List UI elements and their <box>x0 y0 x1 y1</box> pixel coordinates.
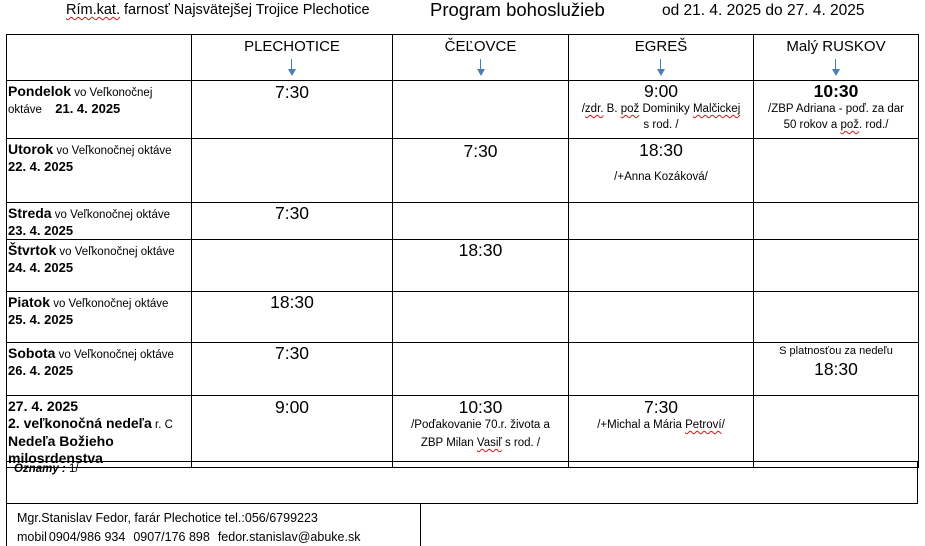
egres-cell <box>569 203 754 240</box>
mobile-number-2: 0907/176 898 <box>133 530 210 544</box>
celovce-cell <box>393 343 569 396</box>
column-header-plechotice: PLECHOTICE <box>192 35 393 81</box>
intention-note: /zdr. B. pož Dominiky Malčickej <box>581 103 741 115</box>
egres-cell: 18:30 /+Anna Kozáková/ <box>569 139 754 203</box>
date-range: od 21. 4. 2025 do 27. 4. 2025 <box>662 2 865 19</box>
day-cell: Utorok vo Veľkonočnej oktáve 22. 4. 2025 <box>7 139 192 203</box>
celovce-cell: 10:30 /Poďakovanie 70.r. života a ZBP Milan Vasiľ s rod. / <box>393 396 569 468</box>
egres-cell: 7:30 /+Michal a Mária Petroví/ <box>569 396 754 468</box>
parish-name: Rím.kat. farnosť Najsvätejšej Trojice Plechotice <box>66 2 370 18</box>
ruskov-cell <box>754 139 919 203</box>
column-header-ruskov: Malý RUSKOV <box>754 35 919 81</box>
table-row <box>7 292 919 343</box>
contact-box <box>6 503 421 546</box>
day-cell: Štvrtok vo Veľkonočnej oktáve 24. 4. 2025 <box>7 240 192 292</box>
egres-cell <box>569 240 754 292</box>
plechotice-cell: 18:30 <box>192 292 393 343</box>
down-arrow-icon <box>288 59 296 76</box>
plechotice-cell: 7:30 <box>192 343 393 396</box>
table-row <box>7 203 919 240</box>
celovce-cell <box>393 292 569 343</box>
ruskov-cell: 10:30 /ZBP Adriana - poď. za dar 50 rokov a pož. rod./ <box>754 81 919 139</box>
celovce-cell <box>393 81 569 139</box>
plechotice-cell: 7:30 <box>192 203 393 240</box>
egres-cell <box>569 343 754 396</box>
day-cell: Sobota vo Veľkonočnej oktáve 26. 4. 2025 <box>7 343 192 396</box>
table-row <box>7 343 919 396</box>
plechotice-cell <box>192 240 393 292</box>
celovce-cell: 18:30 <box>393 240 569 292</box>
ruskov-cell: S platnosťou za nedeľu 18:30 <box>754 343 919 396</box>
announcements-box <box>6 461 918 504</box>
intention-note: /+Anna Kozáková/ <box>614 171 708 183</box>
egres-cell: 9:00 /zdr. B. pož Dominiky Malčickej s rod. / <box>569 81 754 139</box>
down-arrow-icon <box>832 59 840 76</box>
ruskov-cell <box>754 396 919 468</box>
announcements-value: 1/ <box>65 463 79 475</box>
email-address: fedor.stanislav@abuke.sk <box>217 530 361 544</box>
day-cell: Pondelok vo Veľkonočnej oktáve 21. 4. 2025 <box>7 81 192 139</box>
plechotice-cell: 9:00 <box>192 396 393 468</box>
plechotice-cell <box>192 139 393 203</box>
announcements-label: Oznamy : <box>14 463 66 475</box>
intention-note: /Poďakovanie 70.r. života a <box>411 419 550 431</box>
table-row <box>7 240 919 292</box>
table-row <box>7 139 919 203</box>
down-arrow-icon <box>657 59 665 76</box>
column-header-egres: EGREŠ <box>569 35 754 81</box>
contact-name-phone: Mgr.Stanislav Fedor, farár Plechotice tel.:056/6799223 <box>17 511 318 525</box>
intention-note: /+Michal a Mária Petroví/ <box>597 419 725 431</box>
day-cell: Piatok vo Veľkonočnej oktáve 25. 4. 2025 <box>7 292 192 343</box>
corner-cell <box>7 35 192 81</box>
plechotice-cell: 7:30 <box>192 81 393 139</box>
down-arrow-icon <box>477 59 485 76</box>
page-header <box>0 0 925 32</box>
table-row <box>7 81 919 139</box>
celovce-cell <box>393 203 569 240</box>
schedule-table <box>6 34 919 468</box>
column-header-celovce: ČEĽOVCE <box>393 35 569 81</box>
ruskov-cell <box>754 240 919 292</box>
table-row <box>7 396 919 468</box>
document-title: Program bohoslužieb <box>430 0 605 20</box>
ruskov-cell <box>754 292 919 343</box>
column-header-row <box>7 35 919 81</box>
mobile-number-1: 0904/986 934 <box>48 530 126 544</box>
egres-cell <box>569 292 754 343</box>
day-cell: 27. 4. 2025 2. veľkonočná nedeľa r. C Nedeľa Božieho milosrdenstva <box>7 396 192 468</box>
celovce-cell: 7:30 <box>393 139 569 203</box>
contact-mobile-email: mobil 0904/986 934 0907/176 898 fedor.stanislav@abuke.sk <box>17 530 361 544</box>
day-cell: Streda vo Veľkonočnej oktáve 23. 4. 2025 <box>7 203 192 240</box>
ruskov-cell <box>754 203 919 240</box>
